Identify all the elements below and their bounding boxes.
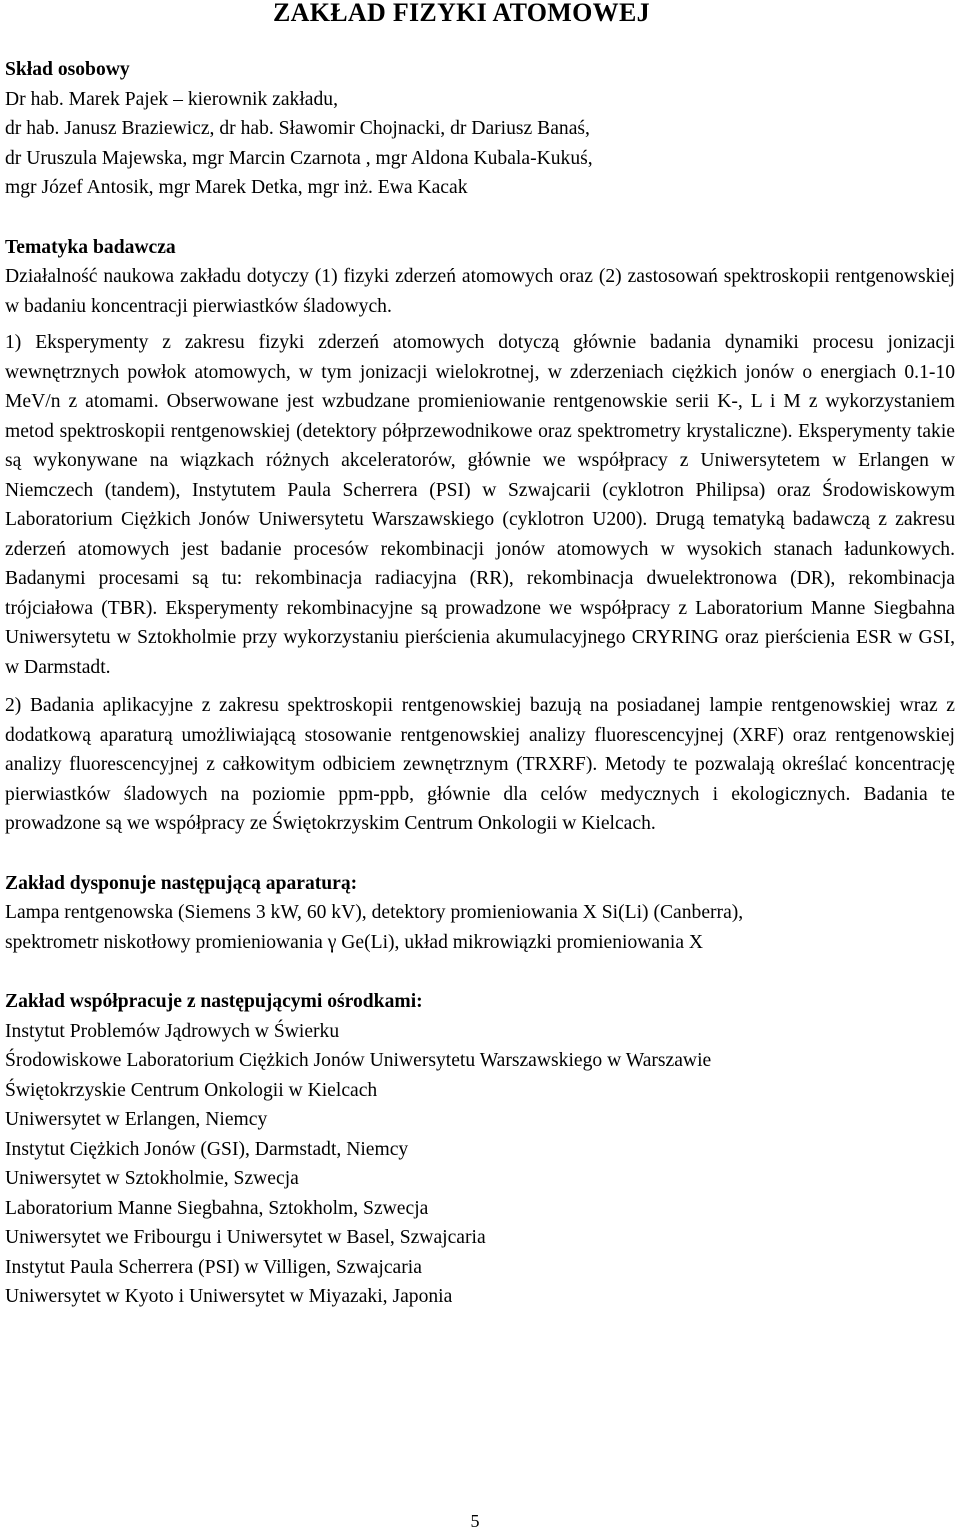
spacer xyxy=(5,682,955,691)
research-section xyxy=(5,233,955,839)
equipment-section xyxy=(5,869,955,958)
spacer xyxy=(5,839,955,869)
spacer xyxy=(5,203,955,233)
cooperation-item: Uniwersytet w Erlangen, Niemcy xyxy=(5,1109,268,1130)
cooperation-item: Świętokrzyskie Centrum Onkologii w Kielcach xyxy=(5,1079,378,1101)
cooperation-item: Uniwersytet w Sztokholmie, Szwecja xyxy=(5,1168,299,1189)
spacer xyxy=(5,321,955,328)
cooperation-item: Instytut Paula Scherrera (PSI) w Villigen, Szwajcaria xyxy=(5,1256,422,1278)
cooperation-item: Uniwersytet w Kyoto i Uniwersytet w Miyazaki, Japonia xyxy=(5,1286,453,1307)
equipment-line: Lampa rentgenowska (Siemens 3 kW, 60 kV), detektory promieniowania X Si(Li) (Canberra), xyxy=(5,902,744,923)
staff-heading: Skład osobowy xyxy=(5,59,130,80)
document-content xyxy=(5,55,955,1312)
page-number: 5 xyxy=(470,1511,480,1531)
research-intro: Działalność naukowa zakładu dotyczy (1) fizyki zderzeń atomowych oraz (2) zastosowań spektroskopii rentgenowskiej w badaniu koncentracji pierwiastków śladowych. xyxy=(5,266,955,317)
cooperation-section xyxy=(5,987,955,1312)
staff-section xyxy=(5,55,955,203)
research-heading: Tematyka badawcza xyxy=(5,236,176,258)
document-page xyxy=(5,0,955,1532)
staff-line: mgr Józef Antosik, mgr Marek Detka, mgr inż. Ewa Kacak xyxy=(5,177,468,198)
equipment-line: spektrometr niskotłowy promieniowania γ Ge(Li), układ mikrowiązki promieniowania X xyxy=(5,931,704,953)
staff-line: Dr hab. Marek Pajek – kierownik zakładu, xyxy=(5,88,338,110)
cooperation-item: Instytut Ciężkich Jonów (GSI), Darmstadt, Niemcy xyxy=(5,1138,409,1160)
research-paragraph-1: 1) Eksperymenty z zakresu fizyki zderzeń atomowych dotyczą głównie badania dynamiki procesu jonizacji wewnętrznych powłok atomowych, w tym jonizacji wielokrotnej, w zderzeniach ciężkich jonów o energiach 0.1-10 MeV/n z atomami. Obserwowane jest wzbudzane promieniowanie rentgenowskie serii K-, L i M z wykorzystaniem metod spektroskopii rentgenowskiej (detektory półprzewodnikowe oraz spektrometry krystaliczne). Eksperymenty takie są wykonywane na wiązkach różnych akceleratorów, głównie we współpracy z Uniwersytetem w Erlangen w Niemczech (tandem), Instytutem Paula Scherrera (PSI) w Szwajcarii (cyklotron Philipsa) oraz Środowiskowym Laboratorium Ciężkich Jonów Uniwersytetu Warszawskiego (cyklotron U200). Drugą tematyką badawczą z zakresu zderzeń atomowych jest badanie procesów rekombinacji jonów atomowych w wysokich stanach ładunkowych. Badanymi procesami są tu: rekombinacja radiacyjna (RR), rekombinacja dwuelektronowa (DR), rekombinacja trójciałowa (TBR). Eksperymenty rekombinacyjne są prowadzone we współpracy z Laboratorium Manne Siegbahna Uniwersytetu w Sztokholmie przy wykorzystaniu pierścienia akumulacyjnego CRYRING oraz pierścienia ESR w GSI, w Darmstadt. xyxy=(5,332,955,678)
spacer xyxy=(5,957,955,987)
document-title: ZAKŁAD FIZYKI ATOMOWEJ xyxy=(273,0,650,27)
staff-line: dr Uruszula Majewska, mgr Marcin Czarnota , mgr Aldona Kubala-Kukuś, xyxy=(5,147,593,169)
cooperation-item: Uniwersytet we Fribourgu i Uniwersytet w Basel, Szwajcaria xyxy=(5,1227,486,1248)
cooperation-item: Laboratorium Manne Siegbahna, Sztokholm, Szwecja xyxy=(5,1197,429,1219)
cooperation-heading: Zakład współpracuje z następującymi ośrodkami: xyxy=(5,991,423,1012)
equipment-heading: Zakład dysponuje następującą aparaturą: xyxy=(5,872,358,894)
research-paragraph-2: 2) Badania aplikacyjne z zakresu spektroskopii rentgenowskiej bazują na posiadanej lampie rentgenowskiej wraz z dodatkową aparaturą umożliwiającą stosowanie rentgenowskiej analizy fluorescencyjnej (XRF) oraz rentgenowskiej analizy fluorescencyjnej z całkowitym odbiciem zewnętrznym (TRXRF). Metody te pozwalają określać koncentrację pierwiastków śladowych na poziomie ppm-ppb, głównie dla celów medycznych i ekologicznych. Badania te prowadzone są we współpracy ze Świętokrzyskim Centrum Onkologii w Kielcach. xyxy=(5,695,955,834)
staff-line: dr hab. Janusz Braziewicz, dr hab. Sławomir Chojnacki, dr Dariusz Banaś, xyxy=(5,118,590,139)
cooperation-item: Środowiskowe Laboratorium Ciężkich Jonów Uniwersytetu Warszawskiego w Warszawie xyxy=(5,1050,712,1071)
cooperation-item: Instytut Problemów Jądrowych w Świerku xyxy=(5,1020,340,1042)
